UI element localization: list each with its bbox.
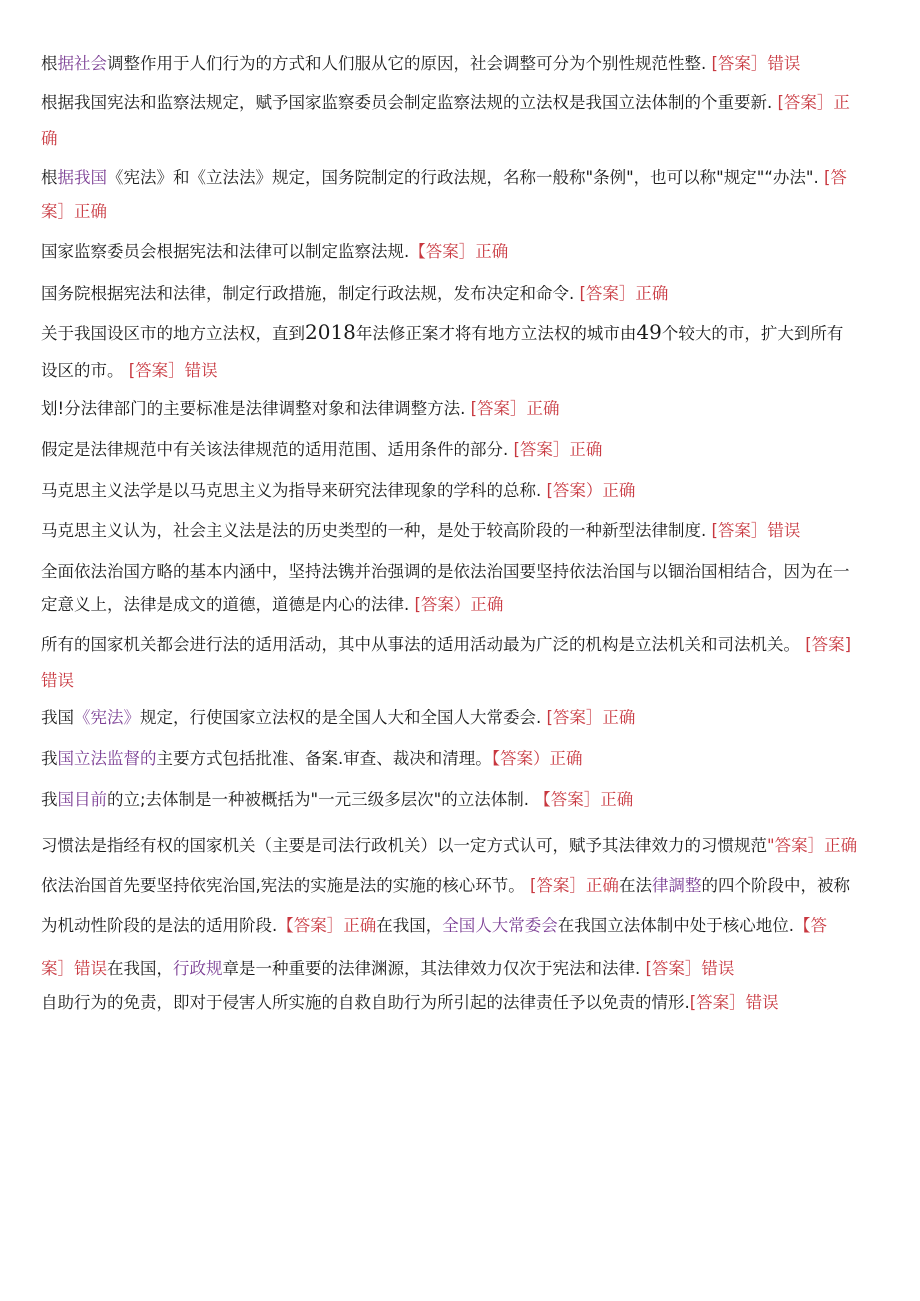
answer-label: 【答案］正确 <box>534 790 634 809</box>
statement-text: 调整作用于人们行为的方式和人们服从它的原因，社会调整可分为个别性规范性整. <box>107 54 712 73</box>
text-line <box>41 748 886 770</box>
statement-text: 我 <box>41 749 58 768</box>
statement-text: 国务院根据宪法和法律，制定行政措施，制定行政法规，发布决定和命令. <box>41 284 580 303</box>
answer-label: [答案］正确 <box>470 399 560 418</box>
statement-text: 所有的国家机关都会进行法的适用活动，其中从事法的适用活动最为广泛的机构是立法机关和司法机关。 <box>41 635 806 654</box>
text-line <box>41 53 886 75</box>
text-line <box>41 561 886 583</box>
highlighted-text: 行政规 <box>173 959 223 978</box>
text-line <box>41 835 886 857</box>
answer-label: [答案］错误 <box>128 361 218 380</box>
statement-text: 国家监察委员会根据宪法和法律可以制定监察法规. <box>41 242 410 261</box>
text-line <box>41 439 886 461</box>
answer-label: 案］错误 <box>41 959 107 978</box>
text-line <box>41 992 886 1014</box>
answer-label: [答案］正确 <box>579 284 669 303</box>
text-line <box>41 360 886 382</box>
statement-text: 2018 <box>305 320 356 344</box>
statement-text: 《宪法》和《立法法》规定，国务院制定的行政法规，名称一般称"条例"，也可以称"规定"“办法". <box>107 168 824 187</box>
text-line <box>41 321 886 345</box>
statement-text: 自助行为的免责，即对于侵害人所实施的自救自助行为所引起的法律责任予以免责的情形. <box>41 993 690 1012</box>
text-line <box>41 92 886 114</box>
answer-label: [答案] <box>805 635 852 654</box>
highlighted-text: 据我国 <box>57 168 107 187</box>
text-line <box>41 480 886 502</box>
text-line <box>41 167 886 189</box>
highlighted-text: 《宪法》 <box>74 708 140 727</box>
answer-label: [答案）正确 <box>414 595 504 614</box>
statement-text: 在我国， <box>376 916 443 935</box>
statement-text: 划!分法律部门的主要标准是法律调整对象和法律调整方法. <box>41 399 471 418</box>
text-line <box>41 128 886 150</box>
statement-text: 定意义上，法律是成文的道德，道德是内心的法律. <box>41 595 415 614</box>
answer-label: [答案］正确 <box>546 708 636 727</box>
statement-text: 个较大的市，扩大到所有 <box>661 324 844 343</box>
statement-text: 习惯法是指经有权的国家机关（主要是司法行政机关）以一定方式认可，赋予其法律效力的习惯规范 <box>41 836 767 855</box>
answer-label: "答案］正确 <box>767 836 858 855</box>
text-line <box>41 241 886 263</box>
highlighted-text: 全国人大常委会 <box>442 916 558 935</box>
answer-label: 案］正确 <box>41 202 107 221</box>
statement-text: 我国 <box>41 708 74 727</box>
statement-text: 依法治国首先要坚持依宪治国,宪法的实施是法的实施的核心环节。 <box>41 876 530 895</box>
text-line <box>41 875 886 897</box>
answer-label: [答案］正 <box>777 93 850 112</box>
answer-label: 【答案］正确 <box>277 916 377 935</box>
answer-label: [答案］错误 <box>645 959 735 978</box>
text-line <box>41 520 886 542</box>
statement-text: 关于我国设区市的地方立法权，直到 <box>41 324 305 343</box>
statement-text: 49 <box>636 320 662 344</box>
answer-label: 错误 <box>41 671 74 690</box>
text-line <box>41 958 886 980</box>
text-line <box>41 915 886 937</box>
text-line <box>41 201 886 223</box>
statement-text: 主要方式包括批准、备案.审查、裁决和清理。 <box>156 749 492 768</box>
statement-text: 设区的市。 <box>41 361 129 380</box>
answer-label: [答 <box>824 168 847 187</box>
statement-text: 根 <box>41 168 58 187</box>
statement-text: 在法 <box>618 876 652 895</box>
statement-text: 全面依法治国方略的基本内涵中，坚持法镌并治强调的是依法治国要坚持依法治国与以锢治国相结合，因为在一 <box>41 562 850 581</box>
answer-label: 确 <box>41 129 58 148</box>
statement-text: 的立;去体制是一种被概括为"一元三级多层次"的立法体制. <box>107 790 535 809</box>
highlighted-text: 据社会 <box>57 54 107 73</box>
statement-text: 规定，行使国家立法权的是全国人大和全国人大常委会. <box>140 708 547 727</box>
statement-text: 在我国， <box>107 959 173 978</box>
statement-text: 章是一种重要的法律渊源，其法律效力仅次于宪法和法律. <box>222 959 646 978</box>
statement-text: 年法修正案才将有地方立法权的城市由 <box>355 324 637 343</box>
text-line <box>41 594 886 616</box>
answer-label: [答案］错误 <box>711 521 801 540</box>
answer-label: [答案］错误 <box>689 993 779 1012</box>
statement-text: 我 <box>41 790 58 809</box>
answer-label: [答案］正确 <box>530 876 619 895</box>
text-line <box>41 283 886 305</box>
highlighted-text: 国目前 <box>57 790 107 809</box>
statement-text: 根 <box>41 54 58 73</box>
text-line <box>41 670 886 692</box>
highlighted-text: 国立法监督的 <box>57 749 157 768</box>
answer-label: 【答案）正确 <box>491 749 583 768</box>
statement-text: 为机动性阶段的是法的适用阶段. <box>41 916 278 935</box>
statement-text: 假定是法律规范中有关该法律规范的适用范围、适用条件的部分. <box>41 440 514 459</box>
answer-label: [答案］正确 <box>513 440 603 459</box>
answer-label: 【答案］正确 <box>409 242 509 261</box>
statement-text: 马克思主义认为，社会主义法是法的历史类型的一种，是处于较高阶段的一种新型法律制度. <box>41 521 712 540</box>
text-line <box>41 707 886 729</box>
statement-text: 根据我国宪法和监察法规定，赋予国家监察委员会制定监察法规的立法权是我国立法体制的个重要新. <box>41 93 778 112</box>
text-line <box>41 398 886 420</box>
statement-text: 在我国立法体制中处于核心地位. <box>557 916 794 935</box>
text-line <box>41 634 886 656</box>
answer-label: [答案）正确 <box>546 481 636 500</box>
statement-text: 的四个阶段中，被称 <box>701 876 850 895</box>
answer-label: 【答 <box>794 916 827 935</box>
statement-text: 马克思主义法学是以马克思主义为指导来研究法律现象的学科的总称. <box>41 481 547 500</box>
highlighted-text: 律調整 <box>651 876 702 895</box>
answer-label: [答案］错误 <box>711 54 801 73</box>
text-line <box>41 789 886 811</box>
